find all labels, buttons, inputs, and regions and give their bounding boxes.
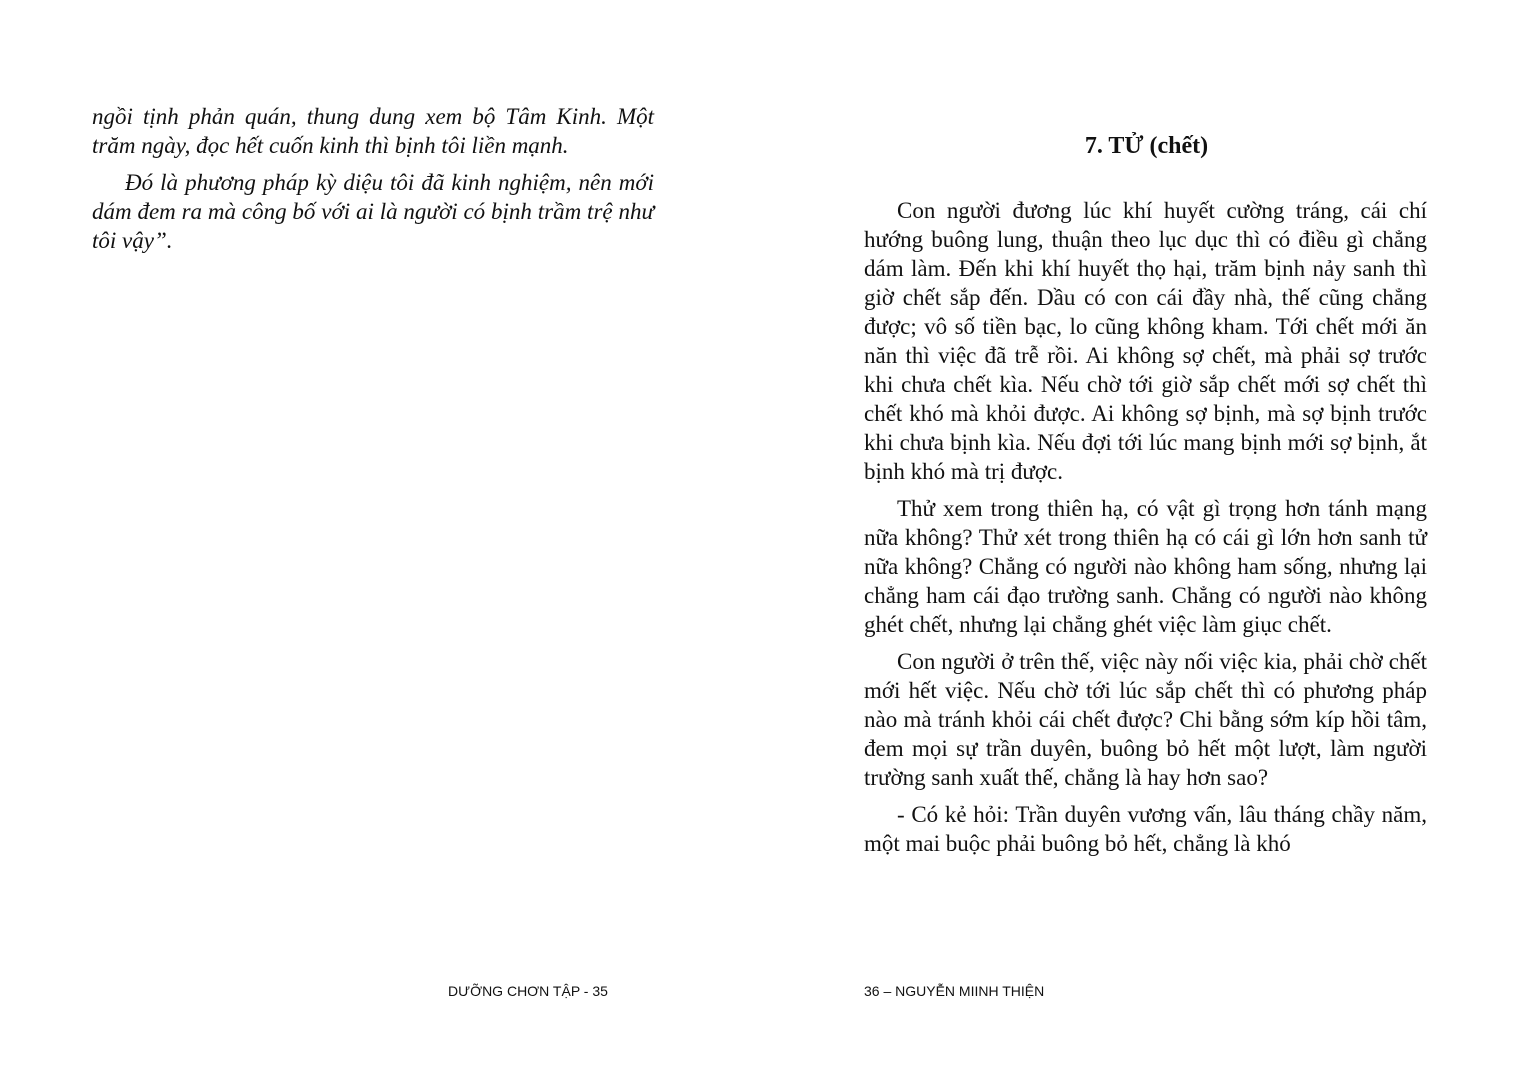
left-page-body [92,102,654,263]
right-paragraph-1: Con người đương lúc khí huyết cường tráng, cái chí hướng buông lung, thuận theo lục dục thì có điều gì chẳng dám làm. Đến khi khí huyết thọ hại, trăm bịnh nảy sanh thì giờ chết sắp đến. Dầu có con cái đầy nhà, thế cũng chẳng được; vô số tiền bạc, lo cũng không kham. Tới chết mới ăn năn thì việc đã trễ rồi. Ai không sợ chết, mà phải sợ trước khi chưa chết kìa. Nếu chờ tới giờ sắp chết mới sợ chết thì chết khó mà khỏi được. Ai không sợ bịnh, mà sợ bịnh trước khi chưa bịnh kìa. Nếu đợi tới lúc mang bịnh mới sợ bịnh, ắt bịnh khó mà trị được. [864,198,1427,484]
right-paragraph-4: - Có kẻ hỏi: Trần duyên vương vấn, lâu tháng chầy năm, một mai buộc phải buông bỏ hết, chẳng là khó [864,802,1427,856]
chapter-title: 7. TỬ (chết) [1084,133,1209,159]
right-page [864,0,1427,1076]
left-page-footer: DƯỠNG CHƠN TẬP - 35 [448,983,608,999]
right-page-footer: 36 – NGUYỄN MIINH THIỆN [864,983,1045,999]
left-page [92,0,654,1076]
right-page-body [864,130,1427,866]
left-paragraph-2: Đó là phương pháp kỳ diệu tôi đã kinh nghiệm, nên mới dám đem ra mà công bố với ai là người có bịnh trầm trệ như tôi vậy”. [92,170,654,253]
left-paragraph-1: ngồi tịnh phản quán, thung dung xem bộ Tâm Kinh. Một trăm ngày, đọc hết cuốn kinh thì bịnh tôi liền mạnh. [92,104,654,158]
right-paragraph-2: Thử xem trong thiên hạ, có vật gì trọng hơn tánh mạng nữa không? Thử xét trong thiên hạ có cái gì lớn hơn sanh tử nữa không? Chẳng có người nào không ham sống, nhưng lại chẳng ham cái đạo trường sanh. Chẳng có người nào không ghét chết, nhưng lại chẳng ghét việc làm giục chết. [864,496,1427,637]
right-paragraph-3: Con người ở trên thế, việc này nối việc kia, phải chờ chết mới hết việc. Nếu chờ tới lúc sắp chết thì có phương pháp nào mà tránh khỏi cái chết được? Chi bằng sớm kíp hồi tâm, đem mọi sự trần duyên, buông bỏ hết một lượt, làm người trường sanh xuất thế, chẳng là hay hơn sao? [864,649,1427,790]
